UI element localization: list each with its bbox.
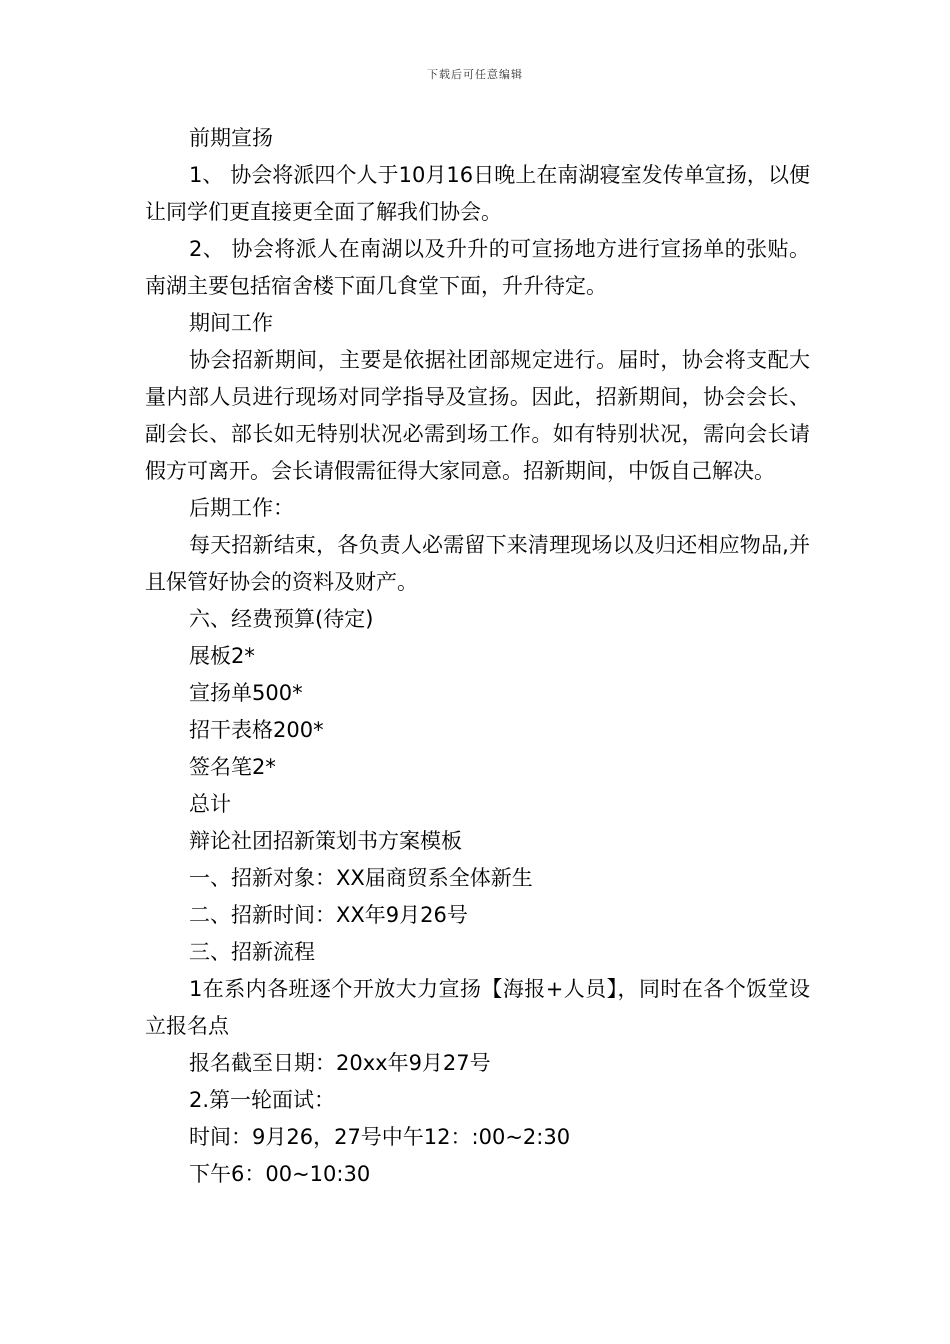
section-heading-budget: 六、经费预算(待定) (189, 607, 374, 631)
budget-item-flyers: 宣扬单500* (189, 681, 303, 705)
page-header-note: 下载后可任意编辑 (427, 68, 523, 81)
budget-item-display-board: 展板2* (189, 644, 255, 668)
paragraph-item-1: 1、 协会将派四个人于10月16日晚上在南湖寝室发传单宣扬，以便让同学们更直接更全面了解我们协会。 (145, 163, 810, 224)
budget-total: 总计 (189, 792, 231, 816)
recruit-target: 一、招新对象：XX届商贸系全体新生 (189, 866, 533, 890)
process-step-1: 1在系内各班逐个开放大力宣扬【海报+人员】，同时在各个饭堂设立报名点 (145, 977, 810, 1038)
paragraph-later-work: 每天招新结束，各负责人必需留下来清理现场以及归还相应物品,并且保管好协会的资料及财产。 (145, 533, 810, 594)
document-body (145, 120, 810, 1193)
section-heading-during-work: 期间工作 (189, 311, 273, 335)
paragraph-during-work: 协会招新期间，主要是依据社团部规定进行。届时，协会将支配大量内部人员进行现场对同学指导及宣扬。因此，招新期间，协会会长、副会长、部长如无特别状况必需到场工作。如有特别状况，需向会长请假方可离开。会长请假需征得大家同意。招新期间，中饭自己解决。 (145, 348, 810, 483)
section-heading-process: 三、招新流程 (189, 940, 315, 964)
budget-item-forms: 招干表格200* (189, 718, 324, 742)
registration-deadline: 报名截至日期：20xx年9月27号 (189, 1051, 491, 1075)
budget-item-pens: 签名笔2* (189, 755, 276, 779)
paragraph-item-2: 2、 协会将派人在南湖以及升升的可宣扬地方进行宣扬单的张贴。南湖主要包括宿舍楼下面几食堂下面，升升待定。 (145, 237, 810, 298)
interview-time-afternoon: 下午6：00~10:30 (189, 1162, 371, 1186)
document-subtitle: 辩论社团招新策划书方案模板 (189, 829, 462, 853)
section-heading-later-work: 后期工作： (189, 496, 294, 520)
process-step-2: 2.第一轮面试： (189, 1088, 336, 1112)
section-heading-early-publicity: 前期宣扬 (189, 126, 273, 150)
interview-time-noon: 时间：9月26，27号中午12：:00~2:30 (189, 1125, 571, 1149)
recruit-time: 二、招新时间：XX年9月26号 (189, 903, 468, 927)
